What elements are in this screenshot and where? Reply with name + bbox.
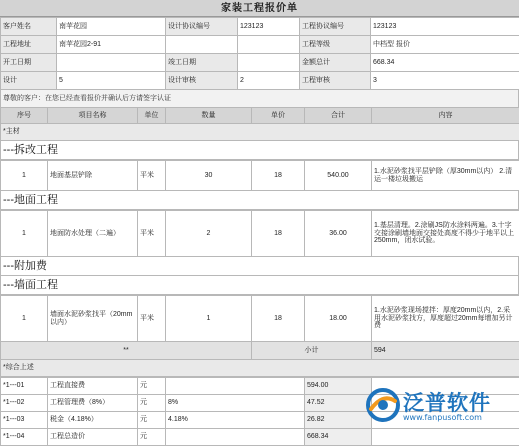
label-design-review: 设计审核 [166,72,238,90]
value-design: 5 [57,72,166,90]
item-unit-price: 18 [252,296,305,342]
item-serial: 1 [1,161,48,191]
group-label: *综合上述 [1,360,519,377]
item-unit: 平米 [138,211,166,257]
label-project-address: 工程地址 [1,36,57,54]
item-unit: 平米 [138,296,166,342]
value-project-address: 南苹花园2-91 [57,36,166,54]
group-label: *主材 [1,124,519,141]
item-name: 墙面水泥砂浆找平（20mm以内） [48,296,138,342]
group-row-summary [1,360,519,377]
section-wall: ---墙面工程 [0,276,519,295]
label-design: 设计 [1,72,57,90]
items-table [0,295,519,377]
info-row [1,54,519,72]
item-content: 1.水泥砂浆找平层铲除（厚30mm以内） 2.清运一楼垃圾搬运 [372,161,519,191]
header-unit-price: 单价 [252,108,305,124]
summary-rate: 8% [166,395,305,412]
summary-code: *1---03 [1,412,48,429]
label-project-grade: 工程等级 [300,36,371,54]
label-start-date: 开工日期 [1,54,57,72]
header-serial: 序号 [1,108,48,124]
summary-unit: 元 [138,395,166,412]
item-unit: 平米 [138,161,166,191]
items-table [0,210,519,257]
item-name: 地面基层铲除 [48,161,138,191]
summary-empty-cell [372,429,519,446]
summary-rate [166,429,305,446]
item-quantity: 2 [166,211,252,257]
item-unit-price: 18 [252,161,305,191]
label-project-review: 工程审核 [300,72,371,90]
summary-code: *1---04 [1,429,48,446]
summary-row [1,429,519,446]
item-total: 36.00 [305,211,372,257]
section-demolition: ---拆改工程 [0,141,519,160]
item-name: 地面防水处理（二遍） [48,211,138,257]
item-total: 18.00 [305,296,372,342]
summary-code: *1---01 [1,378,48,395]
summary-name: 工程管理费（8%） [48,395,138,412]
logo-url[interactable]: www.fanpusoft.com [403,413,482,422]
value-design-contract-no: 123123 [238,18,300,36]
value-completion-date [238,54,300,72]
summary-value: 47.52 [305,395,372,412]
summary-name: 工程总造价 [48,429,138,446]
sheet-title: 家装工程报价单 [0,0,519,17]
section-floor: ---地面工程 [0,191,519,210]
section-surcharge: ---附加费 [0,257,519,276]
table-row [1,161,519,191]
info-empty-cell [166,36,238,54]
info-table [0,17,519,90]
group-row-main-material [1,124,519,141]
logo-name: 泛普软件 [403,387,491,417]
value-amount-total: 668.34 [371,54,519,72]
header-unit: 单位 [138,108,166,124]
label-design-contract-no: 设计协议编号 [166,18,238,36]
header-content: 内容 [372,108,519,124]
item-quantity: 30 [166,161,252,191]
value-design-review: 2 [238,72,300,90]
value-project-grade: 中档型 报价 [371,36,519,54]
info-row [1,72,519,90]
label-customer-name: 客户姓名 [1,18,57,36]
customer-notice: 尊敬的客户：在您已经查看报价并确认后方请签字认证 [0,90,519,107]
info-row [1,18,519,36]
fanpu-logo-icon [365,387,401,423]
items-table [0,107,519,141]
summary-rate [166,378,305,395]
header-quantity: 数量 [166,108,252,124]
summary-value: 668.34 [305,429,372,446]
subtotal-row [1,342,519,360]
items-table [0,160,519,191]
item-quantity: 1 [166,296,252,342]
item-content: 1.水泥砂浆现场搅拌：厚度20mm以内，2.采用水泥砂浆找方，厚度超过20mm每增加另计费 [372,296,519,342]
summary-value: 594.00 [305,378,372,395]
table-header [1,108,519,124]
table-row [1,211,519,257]
summary-unit: 元 [138,412,166,429]
table-row [1,296,519,342]
header-item-name: 项目名称 [48,108,138,124]
fanpu-logo [363,385,513,427]
label-amount-total: 金额总计 [300,54,371,72]
value-customer-name: 南苹花园 [57,18,166,36]
summary-rate: 4.18% [166,412,305,429]
summary-code: *1---02 [1,395,48,412]
label-project-contract-no: 工程协议编号 [300,18,371,36]
value-project-review: 3 [371,72,519,90]
summary-value: 26.82 [305,412,372,429]
info-row [1,36,519,54]
summary-unit: 元 [138,378,166,395]
label-completion-date: 竣工日期 [166,54,238,72]
item-serial: 1 [1,296,48,342]
value-start-date [57,54,166,72]
summary-unit: 元 [138,429,166,446]
summary-name: 税金（4.18%） [48,412,138,429]
item-content: 1.基层清理。2.涂刷JS防水涂料两遍。3.十字交接涂刷墙地面交接处高度不得少于地平以上250mm，闭水试验。 [372,211,519,257]
item-total: 540.00 [305,161,372,191]
subtotal-mark: ** [1,342,252,360]
subtotal-label: 小计 [252,342,372,360]
info-empty-cell [238,36,300,54]
value-project-contract-no: 123123 [371,18,519,36]
header-total: 合计 [305,108,372,124]
item-serial: 1 [1,211,48,257]
subtotal-value: 594 [372,342,519,360]
item-unit-price: 18 [252,211,305,257]
summary-name: 工程直接费 [48,378,138,395]
